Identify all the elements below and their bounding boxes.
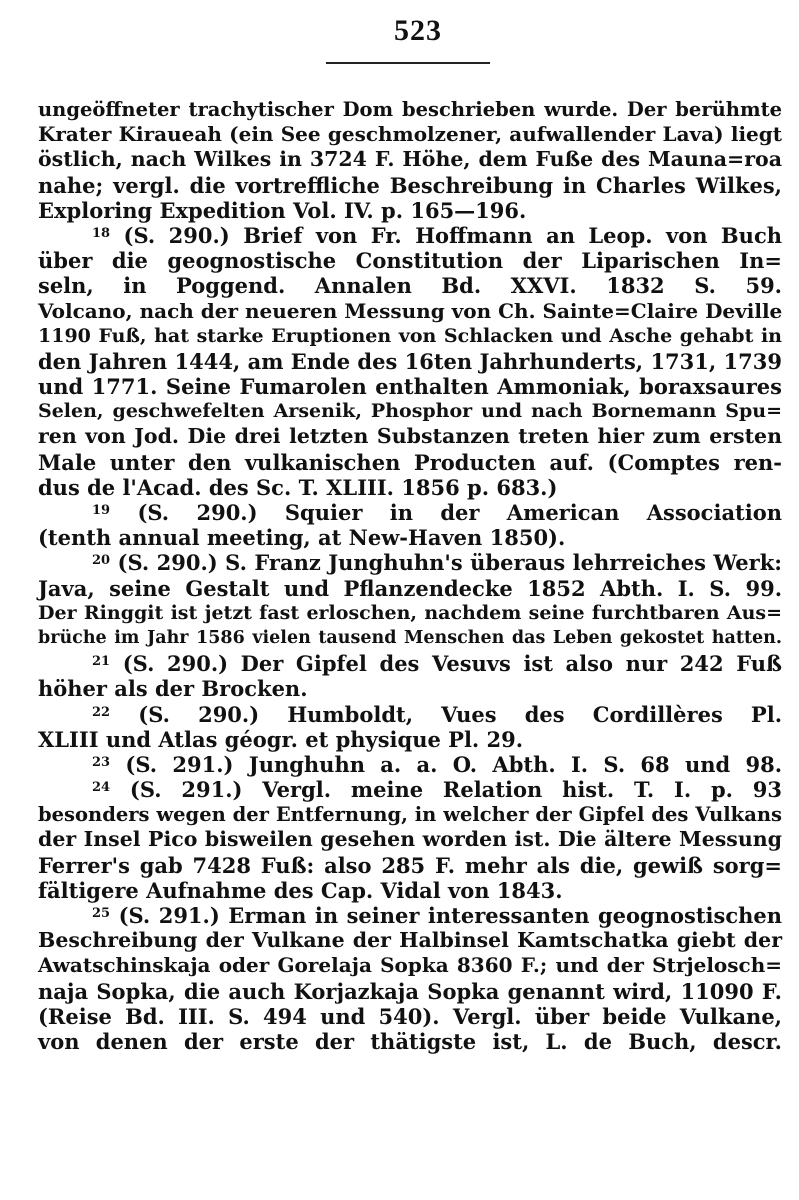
line-text: (S. 290.) Der Gipfel des Vesuvs ist also nur 242 Fuß — [122, 651, 782, 677]
footnote-first-line — [38, 702, 782, 727]
line-text: (Reise Bd. III. S. 494 und 540). Vergl. über beide Vulkane, — [38, 1003, 782, 1029]
line-text: (S. 291.) Vergl. meine Relation hist. T. I. p. 93 — [129, 777, 783, 803]
text-line — [38, 349, 782, 374]
footnote-first-line — [38, 903, 782, 928]
line-text: nahe; vergl. die vortreffliche Beschreibung in Charles Wilkes, — [38, 172, 782, 198]
text-line — [38, 601, 782, 626]
line-text: östlich, nach Wilkes in 3724 F. Höhe, dem Fuße des Mauna=roa — [38, 147, 782, 172]
text-line — [38, 273, 782, 298]
text-line — [38, 727, 782, 752]
line-text: über die geognostische Constitution der Liparischen In= — [38, 248, 782, 274]
text-line — [38, 475, 782, 500]
text-line — [38, 827, 782, 852]
text-line — [38, 525, 782, 550]
line-text: ungeöffneter trachytischer Dom beschrieben wurde. Der berühmte — [38, 98, 782, 121]
footnote-first-line — [38, 777, 782, 802]
text-line — [38, 248, 782, 273]
line-text: ren von Jod. Die drei letzten Substanzen treten hier zum ersten — [38, 424, 782, 449]
footnote-number: 24 — [92, 780, 111, 796]
line-text: (S. 291.) Erman in seiner interessanten geognostischen — [118, 903, 783, 928]
line-text: Male unter den vulkanischen Producten auf. (Comptes ren- — [38, 449, 782, 475]
line-text: Beschreibung der Vulkane der Halbinsel Kamtschatka giebt der — [38, 928, 782, 953]
line-text: (S. 290.) Squier in der American Association — [137, 500, 783, 525]
footnote-first-line — [38, 223, 782, 248]
line-text: Exploring Expedition Vol. IV. p. 165—196. — [38, 197, 527, 223]
line-text: besonders wegen der Entfernung, in welcher der Gipfel des Vulkans — [38, 803, 782, 827]
footnote-number: 20 — [92, 553, 111, 569]
footnote-number: 19 — [92, 503, 111, 518]
line-text: (S. 290.) S. Franz Junghuhn's überaus lehrreiches Werk: — [117, 550, 782, 576]
text-line — [38, 299, 782, 324]
line-text: Der Ringgit ist jetzt fast erloschen, nachdem seine furchtbaren Aus= — [38, 601, 782, 624]
line-text: dus de l'Acad. des Sc. T. XLIII. 1856 p. 683.) — [38, 474, 558, 500]
page-number: 523 — [394, 14, 442, 47]
line-text: (S. 290.) Brief von Fr. Hoffmann an Leop. von Buch — [123, 222, 782, 248]
text-line — [38, 1029, 782, 1054]
text-line — [38, 676, 782, 701]
line-text: den Jahren 1444, am Ende des 16ten Jahrhunderts, 1731, 1739 — [38, 348, 782, 374]
header-rule — [326, 62, 490, 64]
line-text: (S. 291.) Junghuhn a. a. O. Abth. I. S. 68 und 98. — [125, 751, 783, 777]
line-text: seln, in Poggend. Annalen Bd. XXVI. 1832 S. 59. — [38, 273, 782, 299]
line-text: Java, seine Gestalt und Pflanzendecke 1852 Abth. I. S. 99. — [38, 575, 782, 601]
text-line — [38, 626, 782, 651]
line-text: (tenth annual meeting, at New-Haven 1850). — [38, 525, 566, 551]
text-line — [38, 173, 782, 198]
footnote-first-line — [38, 500, 782, 525]
text-line — [38, 853, 782, 878]
line-text: Awatschinskaja oder Gorelaja Sopka 8360 F.; und der Strjelosch= — [38, 953, 782, 978]
text-line — [38, 122, 782, 147]
text-line — [38, 1004, 782, 1029]
text-line — [38, 802, 782, 827]
text-line — [38, 576, 782, 601]
line-text: naja Sopka, die auch Korjazkaja Sopka genannt wird, 11090 F. — [38, 978, 782, 1004]
text-line — [38, 399, 782, 424]
footnote-number: 18 — [92, 225, 111, 241]
line-text: Ferrer's gab 7428 Fuß: also 285 F. mehr als die, gewiß sorg= — [38, 852, 782, 878]
text-line — [38, 198, 782, 223]
line-text: von denen der erste der thätigste ist, L. de Buch, descr. — [38, 1028, 782, 1054]
line-text: höher als der Brocken. — [38, 676, 308, 702]
line-text: XLIII und Atlas géogr. et physique Pl. 29. — [38, 726, 524, 752]
line-text: Krater Kiraueah (ein See geschmolzener, aufwallender Lava) liegt — [38, 122, 782, 147]
text-line — [38, 147, 782, 172]
line-text: Volcano, nach der neueren Messung von Ch. Sainte=Claire Deville — [38, 298, 783, 323]
text-line — [38, 928, 782, 953]
footnote-number: 21 — [92, 654, 111, 670]
text-line — [38, 97, 782, 122]
footnote-first-line — [38, 651, 782, 676]
line-text: fältigere Aufnahme des Cap. Vidal von 1843. — [38, 877, 563, 903]
line-text: (S. 290.) Humboldt, Vues des Cordillères Pl. — [138, 701, 783, 727]
line-text: brüche im Jahr 1586 vielen tausend Menschen das Leben gekostet hatten. — [38, 627, 782, 648]
text-line — [38, 324, 782, 349]
footnote-number: 25 — [92, 906, 111, 921]
footnote-number: 23 — [92, 754, 111, 770]
text-line — [38, 953, 782, 978]
footnote-first-line — [38, 550, 782, 575]
text-line — [38, 374, 782, 399]
line-text: Selen, geschwefelten Arsenik, Phosphor und nach Bornemann Spu= — [38, 400, 782, 423]
footnote-first-line — [38, 752, 782, 777]
text-line — [38, 878, 782, 903]
text-line — [38, 424, 782, 449]
footnote-number: 22 — [92, 704, 111, 720]
footnotes-text — [38, 97, 782, 1054]
text-line — [38, 979, 782, 1004]
line-text: und 1771. Seine Fumarolen enthalten Ammoniak, boraxsaures — [38, 374, 782, 400]
line-text: 1190 Fuß, hat starke Eruptionen von Schlacken und Asche gehabt in — [38, 324, 782, 347]
line-text: der Insel Pico bisweilen gesehen worden ist. Die ältere Messung — [38, 827, 782, 852]
text-line — [38, 450, 782, 475]
